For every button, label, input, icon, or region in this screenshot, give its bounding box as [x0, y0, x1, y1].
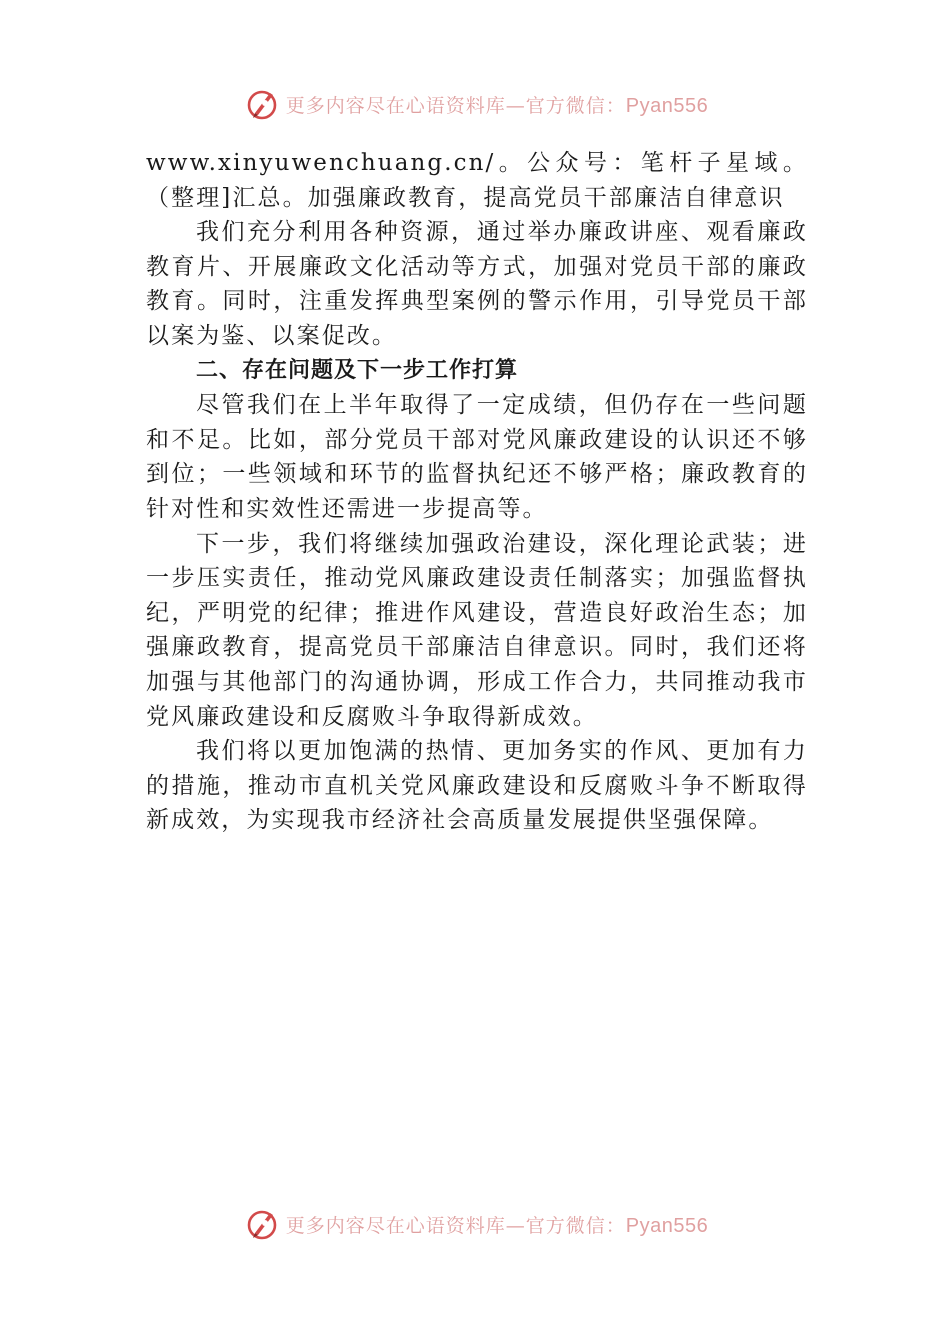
header-banner-handle: Pyan556	[625, 94, 709, 117]
paragraph-1: www.xinyuwenchuang.cn/。公众号：笔杆子星域。（整理]汇总。加强廉政教育，提高党员干部廉洁自律意识	[146, 150, 808, 211]
page-header-banner	[0, 82, 950, 126]
paragraph-3: 尽管我们在上半年取得了一定成绩，但仍存在一些问题和不足。比如，部分党员干部对党风廉政建设的认识还不够到位；一些领域和环节的监督执纪还不够严格；廉政教育的针对性和实效性还需进一步提高等。	[146, 392, 808, 522]
pen-logo-icon	[242, 1204, 282, 1240]
paragraph-5: 我们将以更加饱满的热情、更加务实的作风、更加有力的措施，推动市直机关党风廉政建设和反腐败斗争不断取得新成效，为实现我市经济社会高质量发展提供坚强保障。	[146, 738, 808, 834]
header-banner-text: 更多内容尽在心语资料库—官方微信：Pyan556	[285, 94, 709, 117]
pen-logo-icon	[242, 84, 282, 124]
section-heading-2: 二、存在问题及下一步工作打算	[196, 357, 519, 383]
document-body	[146, 146, 808, 838]
paragraph-4: 下一步，我们将继续加强政治建设，深化理论武装；进一步压实责任，推动党风廉政建设责任制落实；加强监督执纪，严明党的纪律；推进作风建设，营造良好政治生态；加强廉政教育，提高党员干部廉洁自律意识。同时，我们还将加强与其他部门的沟通协调，形成工作合力，共同推动我市党风廉政建设和反腐败斗争取得新成效。	[146, 530, 808, 730]
footer-banner-handle: Pyan556	[625, 1214, 709, 1237]
paragraph-2: 我们充分利用各种资源，通过举办廉政讲座、观看廉政教育片、开展廉政文化活动等方式，加强对党员干部的廉政教育。同时，注重发挥典型案例的警示作用，引导党员干部以案为鉴、以案促改。	[146, 219, 808, 349]
page-footer-banner	[0, 1200, 950, 1240]
header-banner-content	[242, 84, 708, 124]
footer-banner-content	[242, 1204, 708, 1240]
footer-banner-text: 更多内容尽在心语资料库—官方微信：Pyan556	[285, 1214, 709, 1237]
